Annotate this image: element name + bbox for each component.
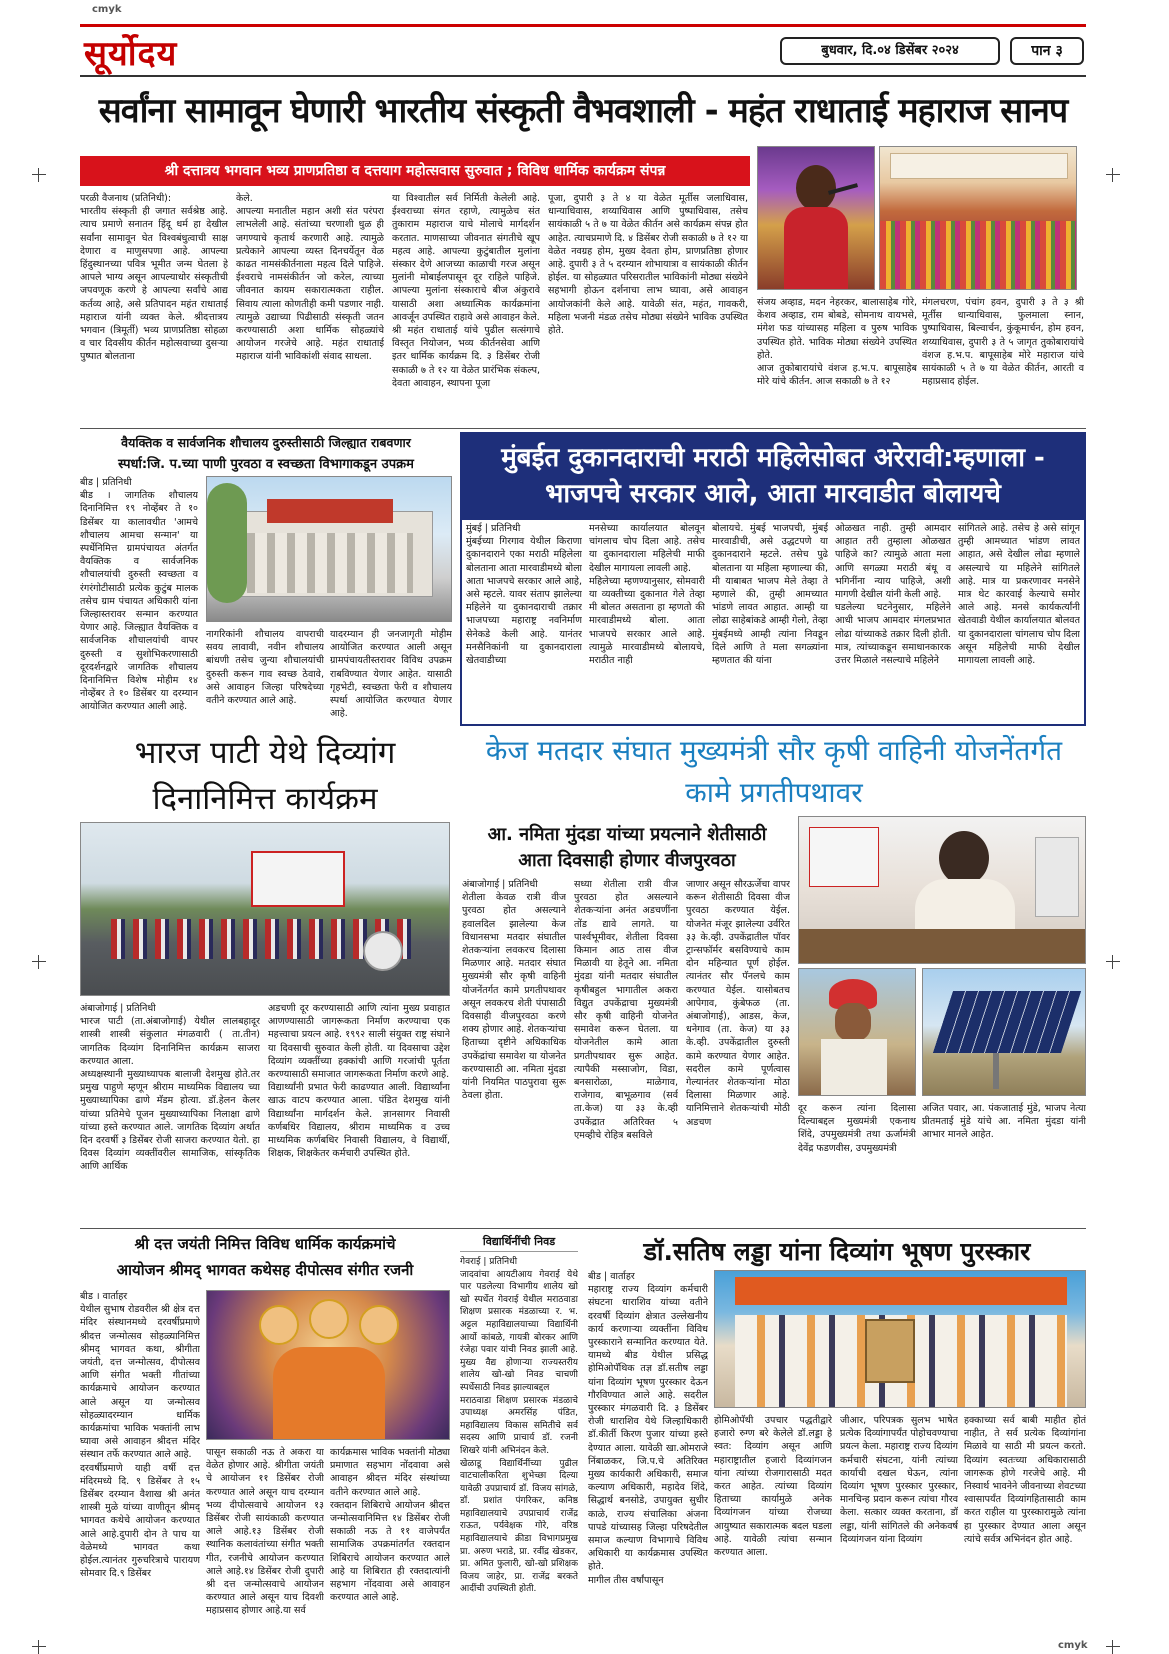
a5-headline: केज मतदार संघात मुख्यमंत्री सौर कृषी वाहिनी योजनेंतर्गत कामे प्रगतीपथावर <box>485 734 1063 809</box>
a3-column-3: बोलायचे. मुंबई भाजपची, मुंबई मारवाडीची, असे उद्धटपणे या दुकानदाराने म्हटले. तसेच पुढे बोलताना या महिला म्हणाल्या की, मी याबाबत भाजप मेले तेव्हा ते म्हणाले की, तुम्ही आमच्यात भांडणे लावत आहात. आम्ही या लोढा साहेबांकडे आम्ही गेलो, तेव्हा मुंबईमध्ये आम्ही त्यांना निवडून दिले आणि ते मला सगळ्यांना म्हणतात की यांना <box>712 523 828 667</box>
a3-column-4: ओळखत नाही. तुम्ही आमदार आहात तरी तुम्हाला ओळखत पाहिजे का? त्यामुळे आता मला आणि सगळ्या मराठी बंधू व भगिनींना न्याय पाहिजे, अशी मागणी देखील यांनी केली आहे. घडलेल्या घटनेनुसार, महिलेने आधी भाजप आमदार मंगलप्रभात लोढा यांच्याकडे तक्रार दिली होती. मात्र, त्यांच्याकडून समाधानकारक उत्तर मिळाले नसल्याचे महिलेने <box>835 523 951 667</box>
a3-column-2: मनसेच्या कार्यालयात बोलवून चांगलाच चोप दिला आहे. तसेच या दुकानदाराला महिलेची माफी देखील मागायला लावली आहे. महिलेच्या म्हणण्यानुसार, सोमवारी या व्यक्तीच्या दुकानात गेले तेव्हा मी बोलत असताना हा म्हणतो की मारवाडीमध्ये बोला. आता भाजपचे सरकार आले आहे. त्यामुळे मारवाडीमध्ये बोलायचे, मराठीत नाही <box>589 523 705 667</box>
a7-column-1: गेवराई | प्रतिनिधी जादवांचा आयटीआय गेवराई येथे पार पडलेल्या विभागीय शालेय खो खो स्पर्धेत गेवराई येथील मराठवाडा शिक्षण प्रसारक मंडळाच्या र. भ. अट्टल महाविद्यालयाच्या विद्यार्थिनी आर्यो कांबळे, गायत्री बोरकर आणि रंजेहा पवार यांची निवड झाली आहे. मुख्य वैद्य होणाऱ्या राज्यस्तरीय शालेय खो-खो निवड चाचणी स्पर्धेसाठी निवड झाल्याबद्दल मराठवाडा शिक्षण प्रसारक मंडळाचे उपाध्यक्ष अमरसिंह पंडित, महाविद्यालय विकास समितीचे सर्व सदस्य आणि प्राचार्य डॉ. रजनी शिखरे यांनी अभिनंदन केले. खेळाडू विद्यार्थिनींच्या पुढील वाटचालीकरिता शुभेच्छा दिल्या यावेळी उपप्राचार्य डॉ. विजय सांगळे, डॉ. प्रशांत पंगरिकर, कनिष्ठ महाविद्यालयाचे उपप्राचार्य राजेंद्र राऊत, पर्यवेक्षक गोरे, वरिष्ठ महाविद्यालयाचे क्रीडा विभागप्रमुख प्रा. अरुण भराडे, प्रा. रवींद्र खेडकर, प्रा. अमित फुलारी, खो-खो प्रशिक्षक विजय जाहेर, प्रा. राजेंद्र बरकते आदींची उपस्थिती होती. <box>460 1257 578 1595</box>
a1-column-1: परळी वैजनाथ (प्रतिनिधी): भारतीय संस्कृती ही जगात सर्वश्रेष्ठ आहे. त्याच प्रमाणे सनातन हिंदू धर्म हा देखील सर्वांना सामावून घेत विश्वबंधुत्वाची साक्ष देणारा व माणुसपणा आहे. आपल्या हिंदुस्थानच्या पवित्र भूमीत जन्म घेतला हे आपले भाग्य असून आपल्याधोर संस्कृतीची जपवणूक करणे हे आपल्या सर्वांचे आद्य कर्तव्य आहे, असे प्रतिपादन महंत राधाताई महाराज यांनी व्यक्त केले. श्रीदत्तात्रय भगवान (त्रिमूर्ती) भव्य प्राणप्रतिष्ठा सोहळा व चार दिवसीय कीर्तन महोत्सवाच्या दुसऱ्या पुष्पात बोलताना <box>80 193 228 363</box>
a1-column-5: संजय अव्हाड, मदन नेहरकर, बालासाहेब गोरे, केशव अव्हाड, राम बोबडे, सोमनाथ वायभसे, मंगेश फड यांच्यासह महिला व पुरुष भाविक उपस्थित होते. भाविक मोठ्या संख्येने उपस्थित होते. आज तुकोबारायांचे वंशज ह.भ.प. बापूसाहेब मोरे यांचे कीर्तन. आज सकाळी ७ ते १२ <box>757 297 917 388</box>
a6-headline-2: आयोजन श्रीमद् भागवत कथेसह दीपोत्सव संगीत रजनी <box>116 1261 414 1279</box>
a8-headline: डॉ.सतिष लड्डा यांना दिव्यांग भूषण पुरस्कार <box>643 1237 1031 1266</box>
registration-mark <box>32 955 46 969</box>
a3-headline-box <box>460 432 1086 518</box>
a2-headline-2: स्पर्धा:जि. प.च्या पाणी पुरवठा व स्वच्छता विभागाकडून उपक्रम <box>118 457 414 472</box>
a5-column-1: अंबाजोगाई | प्रतिनिधी शेतीला केवळ रात्री वीज पुरवठा होत असल्याने हवालदिल झालेल्या केज विधानसभा मतदार संघातील शेतकऱ्यांना लवकरच दिलासा मिळणार आहे. मतदार संघात मुख्यमंत्री सौर कृषी वाहिनी योजनेंतर्गत कामे प्रगतीपथावर असून लवकरच शेती पंपासाठी दिवसाही वीजपुरवठा करणे शक्य होणार आहे. शेतकऱ्यांचा हिताच्या दृष्टीने अधिकाधिक उपकेंद्रांचा समावेश या योजनेत करण्यासाठी आ. नमिता मुंदडा यांनी नियमित पाठपुरावा सुरू ठेवला होता. <box>462 879 566 1102</box>
a8-column-4: हक्काच्या सर्व बाबी माहीत होतं नाहीत, ते सर्व प्रत्येक दिव्यांगांना मिळावे या साठी मी प्रयत्न करतो. दिव्यांग स्वतःच्या अधिकारासाठी जागरूक होणे गरजेचे आहे. मी निस्वार्थ भावनेने जीवनाच्या शेवटच्या श्वासापर्यंत दिव्यांगहितासाठी काम करत राहील या पुरस्कारामुळे त्यांना हा पुरस्कार देण्यात आला असून त्यांचे सर्वत्र अभिनंदन होत आहे. <box>964 1415 1086 1545</box>
a5-subheadline-2: आता दिवसाही होणार वीजपुरवठा <box>518 850 736 871</box>
a6-column-3: कार्यक्रमास भाविक भक्तांनी मोठ्या प्रमाणात सहभाग नोंदवावा असे आवाहन श्रीदत्त मंदिर संस्थांच्या वतीने करण्यात आले आहे. रक्तदान शिबिराचे आयोजन श्रीदत्त जन्मोत्सवानिमित्त १४ डिसेंबर रोजी सकाळी नऊ ते ११ वाजेपर्यंत सामाजिक उपक्रमांतर्गत रक्तदान शिबिराचे आयोजन करण्यात आले आहे या शिबिरात ही रक्तदात्यांनी सहभाग नोंदवावा असे आवाहन करण्यात आले आहे. <box>330 1447 450 1604</box>
a2-column-3: यादरम्यान ही जनजागृती मोहीम आयोजित करण्यात आली असून ग्रामपंचायतीस्तरावर विविध उपक्रम राबविण्यात येणार आहेत. यासाठी गृहभेटी, स्वच्छता फेरी व शौचालय स्पर्धा आयोजित करण्यात येणार आहे. <box>330 629 452 720</box>
registration-mark <box>1106 168 1120 182</box>
newspaper-title: सूर्योदय <box>84 34 178 74</box>
a6-column-1: बीड । वार्ताहर येथील सुभाष रोडवरील श्री क्षेत्र दत्त मंदिर संस्थानमध्ये दरवर्षीप्रमाणे श्रीदत्त जन्मोत्सव सोहळ्यानिमित्त श्रीमद् भागवत कथा, श्रीगीता जयंती, दत्त जन्मोत्सव, दीपोत्सव आणि संगीत भक्ती गीतांच्या कार्यक्रमाचे आयोजन करण्यात आले असून या जन्मोत्सव सोहळ्यादरम्यान धार्मिक कार्यक्रमांचा भाविक भक्तांनी लाभ घ्यावा असे आवाहन श्रीदत्त मंदिर संस्थान तर्फे करण्यात आले आहे. दरवर्षीप्रमाणे याही वर्षी दत्त मंदिरमध्ये दि. ९ डिसेंबर ते १५ डिसेंबर दरम्यान वैशाख श्री अनंत शास्त्री मुळे यांच्या वाणीतून श्रीमद् भागवत कथेचे आयोजन करण्यात आले आहे.दुपारी दोन ते पाच या वेळेमध्ये भागवत कथा होईल.त्यानंतर गुरुचरित्राचे पारायण सोमवार दि.९ डिसेंबर <box>80 1291 200 1580</box>
a1-column-4: पूजा, दुपारी ३ ते ४ या वेळेत मूर्तीस जलाधिवास, धान्याधिवास, शय्याधिवास आणि पुष्पाधिवास, तसेच सायंकाळी ५ ते ७ या वेळेत कीर्तन असे कार्यक्रम संपन्न होत आहेत. त्याचप्रमाणे दि. ४ डिसेंबर रोजी सकाळी ७ ते १२ या वेळेत नवग्रह होम, मुख्य देवता होम, प्राणप्रतिष्ठा होणार आहे. दुपारी ३ ते ५ दरम्यान शोभायात्रा व सायंकाळी कीर्तन होईल. या सोहळ्यात परिसरातील भाविकांनी मोठ्या संख्येने सहभागी होऊन दर्शनाचा लाभ घ्यावा, असे आवाहन आयोजकांनी केले आहे. यावेळी संत, महंत, गावकरी, महिला भजनी मंडळ तसेच मोठ्या संख्येने भाविक उपस्थित होते. <box>548 193 748 337</box>
a2-column-2: नागरिकांनी शौचालय वापराची सवय लावावी, नवीन शौचालय बांधणी तसेच जुन्या शौचालयांची दुरुस्ती करून गाव स्वच्छ ठेवावे, असे आवाहन जिल्हा परिषदेच्या वतीने करण्यात आले आहे. <box>206 629 324 707</box>
page-number-box <box>1010 37 1084 65</box>
article-subheadline: श्री दत्तात्रय भगवान भव्य प्राणप्रतिष्ठा व दत्तयाग महोत्सवास सुरुवात ; विविध धार्मिक कार्यक्रम संपन्न <box>80 156 750 186</box>
a5-column-4: दूर करून त्यांना दिलासा दिल्याबद्दल मुख्यमंत्री एकनाथ शिंदे, उपमुख्यमंत्री तथा ऊर्जामंत्री देवेंद्र फडणवीस, उपमुख्यमंत्री <box>798 1103 916 1154</box>
photo-lord-datta <box>206 1290 450 1440</box>
a3-column-5: सांगितले आहे. तसेच हे असे सांगून तुम्ही आमच्यात भांडण लावत आहात, असे देखील लोढा म्हणाले असल्याचे या महिलेने सांगितले आहे. मात्र या प्रकरणावर मनसेने मात्र थेट कारवाई केल्याचे समोर आले आहे. मनसे कार्यकर्त्यांनी खेतवाडी येथील कार्यालयात बोलवत या दुकानदाराला चांगलाच चोप दिला असून महिलेची माफी देखील मागायला लावली आहे. <box>958 523 1080 667</box>
cmyk-bottom-label: cmyk <box>1058 1640 1088 1651</box>
photo-rally <box>80 822 450 996</box>
a8-column-1: बीड | वार्ताहर महाराष्ट्र राज्य दिव्यांग कर्मचारी संघटना धाराशिव यांच्या वतीने दरवर्षी दिव्यांग क्षेत्रात उल्लेखनीय कार्य करणाऱ्या व्यक्तींना विविध पुरस्काराने सन्मानित करण्यात येते. यामध्ये बीड येथील प्रसिद्ध होमिओपॅथिक तज्ञ डॉ.सतीष लड्डा यांना दिव्यांग भूषण पुरस्कार देऊन गौरविण्यात आले आहे. सदरील पुरस्कार मंगळवारी दि. ३ डिसेंबर रोजी धाराशिव येथे जिल्हाधिकारी डॉ.कीर्ती किरण पुजार यांच्या हस्ते देण्यात आला. यावेळी खा.ओमराजे निंबाळकर, जि.प.चे अतिरिक्त मुख्य कार्यकारी अधिकारी, समाज कल्याण अधिकारी, महादेव शिंदे, सिद्धार्थ बनसोडे, उपायुक्त सुधीर काळे, राज्य संचालिका अंजना पापडे यांच्यासह जिल्हा परिषदेतील समाज कल्याण विभागाचे विविध अधिकारी या कार्यक्रमास उपस्थित होते. मागील तीस वर्षांपासून <box>588 1271 708 1586</box>
a4-headline: भारज पाटी येथे दिव्यांग दिनानिमित्त कार्यक्रम <box>134 735 396 817</box>
a8-column-3: जीआर, परिपत्रक सुलभ भाषेत प्रत्येक दिव्यांगापर्यंत पोहोचवण्याचा प्रयत्न केला. महाराष्ट्र राज्य दिव्यांग कर्मचारी संघटना, यांनी त्यांच्या कार्याची दखल घेऊन, त्यांना दिव्यांग भूषण पुरस्कार पुरस्कार, मानचिन्ह प्रदान करून त्यांचा गौरव केला. सत्कार व्यक्त करताना, डॉ लड्डा, यांनी सांगितले की अनेकवर्ष दिव्यांगजन यांना दिव्यांग <box>840 1415 958 1545</box>
a8-column-2: होमिओपॅथी उपचार पद्धतीद्वारे हजारो रुग्ण बरे केलेले डॉ.लड्डा हे स्वत: दिव्यांग असून आणि महाराष्ट्रातील हजारो दिव्यांगजन यांना त्यांच्या रोजगारासाठी मदत करत आहेत. त्यांच्या दिव्यांग हिताच्या कार्यामुळे अनेक दिव्यांगजन यांच्या रोजच्या आयुष्यात सकारात्मक बदल घडला आहे. यावेळी त्यांचा सन्मान करण्यात आला. <box>714 1415 832 1559</box>
a6-headline-1: श्री दत्त जयंती निमित्त विविध धार्मिक कार्यक्रमांचे <box>134 1235 396 1253</box>
registration-mark <box>1106 955 1120 969</box>
page-label: पान <box>1031 43 1051 59</box>
date-box <box>780 37 1000 65</box>
a6-column-2: पासून सकाळी नऊ ते अकरा या वेळेत होणार आहे. श्रीगीता जयंती चे आयोजन ११ डिसेंबर रोजी करण्यात आले असून याच दरम्यान भव्य दीपोत्सवाचे आयोजन १३ डिसेंबर रोजी सायंकाळी करण्यात आले आहे.१३ डिसेंबर रोजी स्थानिक कलावंतांच्या संगीत भक्ती गीत, रजनीचे आयोजन करण्यात आले आहे.१४ डिसेंबर रोजी दुपारी श्री दत्त जन्मोत्सवाचे आयोजन करण्यात आले असून याच दिवशी महाप्रसाद होणार आहे.या सर्व <box>206 1447 324 1617</box>
article-main-headline: सर्वांना सामावून घेणारी भारतीय संस्कृती वैभवशाली - महंत राधाताई महाराज सानप <box>98 91 1068 131</box>
cmyk-top-label: cmyk <box>92 4 122 15</box>
photo-audience <box>879 146 1077 290</box>
divider <box>80 1228 1086 1229</box>
photo-speaker <box>757 146 875 290</box>
divider <box>80 428 1086 429</box>
a1-column-3: या विश्वातील सर्व निर्मिती केलेली आहे. ईश्वराच्या संगत रहाणे, त्यामुळेच संत तुकाराम महाराज याचे मोलाचे मार्गदर्शन करतात. माणसाच्या जीवनात संगतीचे खूप महत्व आहे. आपल्या कुटुंबातील मुलांना संस्कार देणे आजच्या काळाची गरज असून मुलांनी मोबाईलपासून दूर राहिले पाहिजे. आपल्या मुलांना संस्काराचे बीज अंकुरावे यासाठी अशा अध्यात्मिक कार्यक्रमांना आवर्जून उपस्थित राहावे असे आवाहन केले. श्री महंत राधाताई यांचे पुढील सत्संगाचे विस्तृत नियोजन, भव्य कीर्तनसेवा आणि इतर धार्मिक कार्यक्रम दि. ३ डिसेंबर रोजी सकाळी ७ ते १२ या वेळेत प्रारंभिक संकल्प, देवता आवाहन, स्थापना पूजा <box>392 193 540 389</box>
registration-mark <box>32 1640 46 1654</box>
a1-column-6: मंगलचरण, पंचांग हवन, दुपारी ३ ते ३ श्री मूर्तीस धान्याधिवास, फुलमाला स्नान, पुष्पाधिवास, बिल्वार्चन, कुंकूमार्चन, होम हवन, शय्याधिवास, दुपारी ३ ते ५ जागृत तुकोबारायांचे वंशज ह.भ.प. बापूसाहेब मोरे महाराज यांचे सायंकाळी ५ ते ७ या वेळेत कीर्तन, आरती व महाप्रसाद होईल. <box>922 297 1084 388</box>
a3-column-1: मुंबई | प्रतिनिधी मुंबईच्या गिरगाव येथील किराणा दुकानदाराने एका मराठी महिलेला बोलताना आता मारवाडीमध्ये बोला आता भाजपचे सरकार आले आहे, असे म्हटले. यावर संताप झालेल्या महिलेने या दुकानदाराची तक्रार भाजपच्या महाराष्ट्र नवनिर्माण सेनेकडे केली आहे. यानंतर मनसैनिकांनी या दुकानदाराला खेतवाडीच्या <box>466 523 582 667</box>
photo-zp-building <box>206 476 452 622</box>
registration-mark <box>1106 1640 1120 1654</box>
registration-mark <box>32 168 46 182</box>
a3-headline: मुंबईत दुकानदाराची मराठी महिलेसोबत अरेरावी:म्हणाला - भाजपचे सरकार आले, आता मारवाडीत बोलायचे <box>501 443 1045 509</box>
page-number: ३ <box>1055 43 1063 59</box>
a4-column-1: अंबाजोगाई | प्रतिनिधी भारज पाटी (ता.अंबाजोगाई) येथील लालबहादूर शास्त्री शास्त्री संकुलात मंगळवारी ( ता.तीन) जागतिक दिव्यांग दिनानिमित्त कार्यक्रम साजरा करण्यात आला. अध्यक्षस्थानी मुख्याध्यापक बालाजी देशमुख होते.तर प्रमुख पाहुणे म्हणून श्रीराम माध्यमिक विद्यालय च्या मुख्याध्यापिका ढाणे मॅडम होत्या. डॉ.हेलन केलर यांच्या प्रतिमेचे पूजन मुख्याध्यापिका निलाक्षा ढाणे यांच्या हस्ते करण्यात आले. जागतिक दिव्यांग अर्थात दिन दरवर्षी ३ डिसेंबर रोजी साजरा करण्यात येतो. हा दिवस दिव्यांग व्यक्तींवरील सामाजिक, सांस्कृतिक आणि आर्थिक <box>80 1003 260 1173</box>
a2-headline-1: वैयक्तिक व सार्वजनिक शौचालय दुरुस्तीसाठी जिल्ह्यात राबवणार <box>121 435 411 450</box>
masthead <box>80 24 1086 78</box>
a7-headline: विद्यार्थिनींची निवड <box>460 1234 578 1252</box>
photo-award-ceremony <box>714 1270 1086 1408</box>
photo-solar-panels <box>922 968 1086 1096</box>
issue-date: बुधवार, दि.०४ डिसेंबर २०२४ <box>821 43 959 58</box>
photo-mla-office <box>798 816 1086 964</box>
a5-column-5: अजित पवार, आ. पंकजाताई मुंडे, भाजप नेत्या प्रीतमताई मुंडे यांचे आ. नमिता मुंदडा यांनी आभार मानले आहेत. <box>922 1103 1086 1141</box>
a5-column-2: सध्या शेतीला रात्री वीज पुरवठा होत असल्याने शेतकऱ्यांना अनंत अडचणींना तोंड द्यावे लागते. या पार्श्वभूमीवर, शेतीला दिवसा किमान आठ तास वीज मिळावी या हेतूने आ. नमिता मुंदडा यांनी मतदार संघातील कृषीबहुल भागातील अकरा विद्युत उपकेंद्राचा मुख्यमंत्री सौर कृषी वाहिनी योजनेत समावेश करून घेतला. या योजनेतील कामे आता प्रगतीपथावर सुरू आहेत. त्यापैकी मस्साजोग, विडा, बनसारोळा, माळेगाव, राजेगाव, बाभूळगाव (सर्व ता.केज) या ३३ के.व्ही उपकेंद्रात अतिरिक्त ५ एमव्हीचे रोहित्र बसविले <box>574 879 678 1141</box>
a2-column-1: बीड | प्रतिनिधी बीड । जागतिक शौचालय दिनानिमित्त १९ नोव्हेंबर ते १० डिसेंबर या कालावधीत 'आमचे शौचालय आमचा सन्मान' या स्पर्धेनिमित्त ग्रामपंचायत अंतर्गत वैयक्तिक व सार्वजनिक शौचालयांची दुरुस्ती स्वच्छता व रंगरंगोटीसाठी प्रत्येक कुटुंब मालक तसेच ग्राम पंचायत अधिकारी यांना जिल्हास्तरावर सन्मान करण्यात येणार आहे. जिल्ह्यात वैयक्तिक व सार्वजनिक शौचालयांची वापर दुरुस्ती व सुशोभिकरणासाठी दूरदर्शनद्वारे जागतिक शौचालय दिनानिमित्त विशेष मोहीम १४ नोव्हेंबर ते १० डिसेंबर या दरम्यान आयोजित करण्यात आली आहे. <box>80 477 198 713</box>
photo-farmer <box>798 968 916 1096</box>
a5-subheadline-1: आ. नमिता मुंदडा यांच्या प्रयत्नाने शेतीसाठी <box>487 824 767 845</box>
a4-column-2: अडचणी दूर करण्यासाठी आणि त्यांना मुख्य प्रवाहात आणण्यासाठी जागरूकता निर्माण करण्याचा एक महत्त्वाचा प्रयत्न आहे. १९९२ साली संयुक्त राष्ट्र संघाने या दिवसाची सुरुवात केली होती. या दिवसाचा उद्देश दिव्यांग व्यक्तींच्या हक्कांची आणि गरजांची पूर्तता करण्यासाठी समाजात जागरूकता निर्माण करणे आहे. विद्यार्थ्यांनी प्रभात फेरी काढण्यात आली. विद्यार्थ्यांना खाऊ वाटप करण्यात आला. पंडित देशमुख यांनी विद्यार्थ्यांना मार्गदर्शन केले. ज्ञानसागर निवासी कर्णबधिर विद्यालय, श्रीराम माध्यमिक व उच्च माध्यमिक कर्णबधिर निवासी विद्यालय, वे विद्यार्थी, शिक्षक, शिक्षकेतर कर्मचारी उपस्थित होते. <box>268 1003 450 1160</box>
a1-column-2: केले. आपल्या मनातील महान अशी संत परंपरा लाभलेली आहे. संतांच्या चरणाशी धुळ ही जगण्याचे कृतार्थ करणारी आहे. त्यामुळे प्रत्येकाने आपल्या व्यस्त दिनचर्येतून वेळ काढत नामसंकीर्तनाला महत्व दिले पाहिजे. ईश्वराचे नामसंकीर्तन जो करेल, त्याच्या जीवनात कायम सकारात्मकता राहील. सिवाय त्याला कोणतीही कमी पडणार नाही. त्यामुळे उद्याच्या पिढीसाठी संस्कृती जतन करण्यासाठी अशा धार्मिक सोहळ्यांचे आयोजन गरजेचे आहे. महंत राधाताई महाराज यांनी भाविकांशी संवाद साधला. <box>236 193 384 363</box>
a5-column-3: जाणार असून सौरऊर्जेचा वापर करून शेतीसाठी दिवसा वीज पुरवठा करण्यात येईल. योजनेत मंजूर झालेल्या उर्वरित ३३ के.व्ही. उपकेंद्रातील पॉवर ट्रान्सफॉर्मर बसविण्याचे काम दोन महिन्यात पूर्ण होईल. त्यानंतर सौर पॅनलचे काम करण्यात येईल. यासोबतच आपेगाव, कुंबेफळ (ता. अंबाजोगाई), आडस, केज, धनेगाव (ता. केज) या ३३ के.व्ही. उपकेंद्रातील दुरुस्ती कामे करण्यात येणार आहेत. सदरील कामे पूर्णत्वास गेल्यानंतर शेतकऱ्यांना मोठा दिलासा मिळणार आहे. यानिमित्ताने शेतकऱ्यांची मोठी अडचण <box>686 879 790 1128</box>
